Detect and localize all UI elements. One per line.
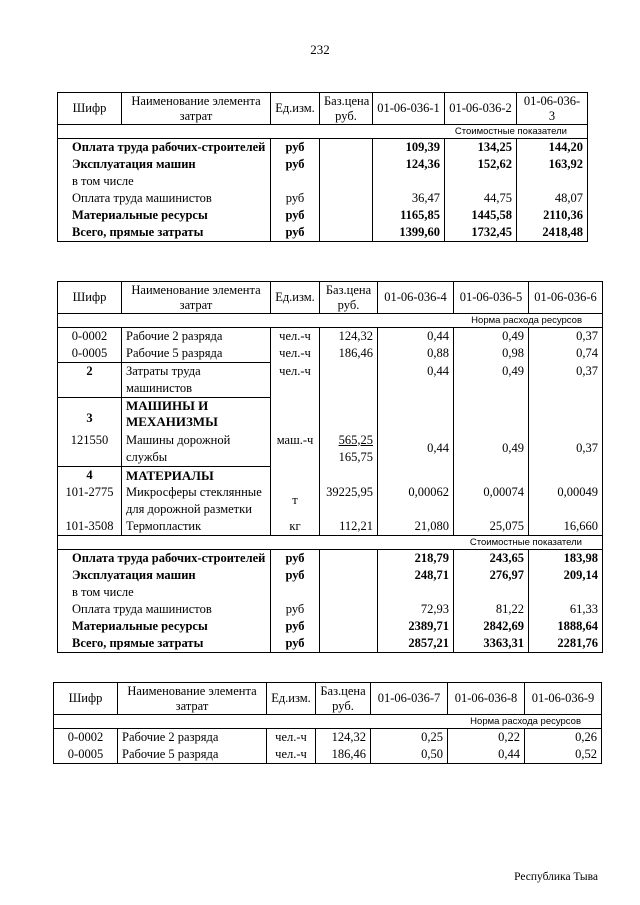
resource-value: 0,52	[525, 746, 602, 764]
header-code: Шифр	[54, 683, 118, 715]
cost-value: 3363,31	[454, 635, 529, 653]
header-name: Наименование элемента затрат	[118, 683, 267, 715]
cost-unit	[271, 173, 320, 190]
resource-code: 0-0002	[54, 729, 118, 747]
resource-unit: чел.-ч	[271, 345, 320, 363]
cost-value: 209,14	[529, 567, 603, 584]
resource-row	[58, 328, 603, 346]
resource-value: 0,74	[529, 345, 603, 363]
cost-label: Всего, прямые затраты	[58, 635, 271, 653]
header-name: Наименование элемента затрат	[122, 93, 271, 125]
cost-value	[445, 173, 517, 190]
cost-value: 72,93	[378, 601, 454, 618]
section-title: МАШИНЫ И МЕХАНИЗМЫ	[122, 398, 271, 432]
cost-value: 1399,60	[373, 224, 445, 242]
cost-label: Эксплуатация машин	[58, 156, 271, 173]
cost-row	[58, 635, 603, 653]
cost-rows	[58, 139, 588, 242]
resource-value: 16,660	[529, 518, 603, 536]
cost-value	[373, 173, 445, 190]
estimate-table-3	[53, 682, 602, 764]
cost-row	[58, 549, 603, 567]
cost-value: 2281,76	[529, 635, 603, 653]
resource-code: 101-3508	[58, 518, 122, 536]
cost-price	[320, 173, 373, 190]
header-col-1: 01-06-036-1	[373, 93, 445, 125]
cost-price	[320, 139, 373, 157]
header-unit: Ед.изм.	[271, 93, 320, 125]
header-col-7: 01-06-036-7	[371, 683, 448, 715]
cost-label: в том числе	[58, 173, 271, 190]
resource-price: 124,32	[316, 729, 371, 747]
header-col-3: 01-06-036-3	[517, 93, 588, 125]
cost-unit	[271, 584, 320, 601]
header-price: Баз.цена руб.	[316, 683, 371, 715]
cost-row	[58, 584, 603, 601]
resource-value: 0,50	[371, 746, 448, 764]
section-code: 3	[58, 398, 122, 432]
cost-row	[58, 139, 588, 157]
cost-price	[320, 584, 378, 601]
resource-code: 0-0002	[58, 328, 122, 346]
resource-price: 186,46	[320, 345, 378, 363]
cost-value: 134,25	[445, 139, 517, 157]
resource-row	[58, 518, 603, 536]
cost-value: 144,20	[517, 139, 588, 157]
cost-label: Материальные ресурсы	[58, 618, 271, 635]
cost-unit: руб	[271, 618, 320, 635]
resource-value: 0,44	[378, 432, 454, 467]
cost-value	[378, 584, 454, 601]
resource-code: 0-0005	[58, 345, 122, 363]
header-unit: Ед.изм.	[271, 282, 320, 314]
resource-unit: чел.-ч	[271, 363, 320, 398]
resource-code: 0-0005	[54, 746, 118, 764]
resource-value: 0,44	[448, 746, 525, 764]
cost-unit: руб	[271, 567, 320, 584]
cost-label: Оплата труда машинистов	[58, 190, 271, 207]
resource-name: Рабочие 5 разряда	[118, 746, 267, 764]
region-footer: Республика Тыва	[514, 871, 598, 883]
header-col-9: 01-06-036-9	[525, 683, 602, 715]
cost-unit: руб	[271, 139, 320, 157]
cost-value: 44,75	[445, 190, 517, 207]
header-col-6: 01-06-036-6	[529, 282, 603, 314]
resource-unit: маш.-ч	[271, 432, 320, 467]
cost-price	[320, 156, 373, 173]
resource-unit: чел.-ч	[267, 729, 316, 747]
resource-row	[58, 484, 603, 518]
resource-price: 39225,95	[320, 484, 378, 518]
cost-unit: руб	[271, 190, 320, 207]
header-price: Баз.цена руб.	[320, 282, 378, 314]
price-value: 565,25	[338, 432, 373, 447]
cost-value: 152,62	[445, 156, 517, 173]
cost-value: 163,92	[517, 156, 588, 173]
resource-unit: кг	[271, 518, 320, 536]
resource-unit: чел.-ч	[271, 328, 320, 346]
header-code: Шифр	[58, 93, 122, 125]
resource-value: 21,080	[378, 518, 454, 536]
cost-label: Материальные ресурсы	[58, 207, 271, 224]
cost-unit: руб	[271, 601, 320, 618]
cost-value: 1888,64	[529, 618, 603, 635]
cost-value: 2857,21	[378, 635, 454, 653]
resource-value: 0,00074	[454, 484, 529, 518]
cost-price	[320, 224, 373, 242]
resource-name: Рабочие 2 разряда	[122, 328, 271, 346]
cost-row	[58, 173, 588, 190]
cost-price	[320, 190, 373, 207]
cost-value: 48,07	[517, 190, 588, 207]
cost-value: 183,98	[529, 549, 603, 567]
resource-value: 0,22	[448, 729, 525, 747]
resource-code: 101-2775	[58, 484, 122, 518]
cost-price	[320, 601, 378, 618]
resource-price: 112,21	[320, 518, 378, 536]
cost-row	[58, 601, 603, 618]
cost-value: 2389,71	[378, 618, 454, 635]
cost-value: 243,65	[454, 549, 529, 567]
cost-value: 2842,69	[454, 618, 529, 635]
cost-label: Оплата труда рабочих-строителей	[58, 139, 271, 157]
cost-value: 124,36	[373, 156, 445, 173]
cost-label: в том числе	[58, 584, 271, 601]
page-number: 232	[310, 42, 330, 57]
cost-value	[529, 584, 603, 601]
resource-value: 0,26	[525, 729, 602, 747]
resource-value: 0,37	[529, 328, 603, 346]
cost-value: 81,22	[454, 601, 529, 618]
cost-label: Эксплуатация машин	[58, 567, 271, 584]
header-col-2: 01-06-036-2	[445, 93, 517, 125]
header-code: Шифр	[58, 282, 122, 314]
cost-subheader: Стоимостные показатели	[58, 535, 603, 549]
resource-row	[54, 729, 602, 747]
cost-value: 36,47	[373, 190, 445, 207]
cost-label: Оплата труда рабочих-строителей	[58, 549, 271, 567]
resource-value: 0,44	[378, 363, 454, 398]
cost-value: 276,97	[454, 567, 529, 584]
price-value: 165,75	[338, 449, 373, 464]
header-col-4: 01-06-036-4	[378, 282, 454, 314]
cost-unit: руб	[271, 224, 320, 242]
cost-price	[320, 549, 378, 567]
resource-value: 0,00062	[378, 484, 454, 518]
resource-value: 0,44	[378, 328, 454, 346]
resource-row	[54, 746, 602, 764]
cost-unit: руб	[271, 207, 320, 224]
cost-label: Оплата труда машинистов	[58, 601, 271, 618]
resource-name: Рабочие 5 разряда	[122, 345, 271, 363]
resource-row	[58, 345, 603, 363]
resource-code: 121550	[58, 432, 122, 467]
cost-row	[58, 567, 603, 584]
resource-value: 0,88	[378, 345, 454, 363]
section-title: МАТЕРИАЛЫ	[122, 466, 271, 484]
header-col-5: 01-06-036-5	[454, 282, 529, 314]
resource-price: 186,46	[316, 746, 371, 764]
section-header	[58, 466, 603, 484]
resource-price: 124,32	[320, 328, 378, 346]
cost-subheader: Стоимостные показатели	[58, 125, 588, 139]
cost-price	[320, 567, 378, 584]
resource-value: 0,49	[454, 363, 529, 398]
header-name: Наименование элемента затрат	[122, 282, 271, 314]
cost-value: 109,39	[373, 139, 445, 157]
resource-value: 0,00049	[529, 484, 603, 518]
cost-value	[454, 584, 529, 601]
resource-price	[320, 432, 378, 467]
resource-name: Микросферы стеклянные для дорожной разметки	[122, 484, 271, 518]
cost-value: 2110,36	[517, 207, 588, 224]
cost-value: 1445,58	[445, 207, 517, 224]
cost-value: 248,71	[378, 567, 454, 584]
header-unit: Ед.изм.	[267, 683, 316, 715]
cost-unit: руб	[271, 549, 320, 567]
cost-value	[517, 173, 588, 190]
cost-label: Всего, прямые затраты	[58, 224, 271, 242]
header-col-8: 01-06-036-8	[448, 683, 525, 715]
cost-value: 1165,85	[373, 207, 445, 224]
cost-unit: руб	[271, 156, 320, 173]
norm-subheader: Норма расхода ресурсов	[58, 314, 603, 328]
cost-value: 1732,45	[445, 224, 517, 242]
cost-value: 61,33	[529, 601, 603, 618]
resource-unit: чел.-ч	[267, 746, 316, 764]
resource-value: 25,075	[454, 518, 529, 536]
cost-unit: руб	[271, 635, 320, 653]
cost-price	[320, 618, 378, 635]
resource-value: 0,25	[371, 729, 448, 747]
section-header	[58, 398, 603, 432]
labor-row	[58, 363, 603, 398]
resource-code: 2	[58, 363, 122, 398]
resource-name: Машины дорожной службы	[122, 432, 271, 467]
cost-price	[320, 635, 378, 653]
resource-name: Рабочие 2 разряда	[118, 729, 267, 747]
norm-subheader: Норма расхода ресурсов	[54, 715, 602, 729]
cost-row	[58, 156, 588, 173]
cost-row	[58, 224, 588, 242]
section-code: 4	[58, 466, 122, 484]
resource-name: Термопластик	[122, 518, 271, 536]
resource-unit: т	[271, 484, 320, 518]
resource-value: 0,98	[454, 345, 529, 363]
estimate-table-2	[57, 281, 603, 653]
cost-value: 218,79	[378, 549, 454, 567]
cost-rows	[58, 549, 603, 652]
resource-name: Затраты труда машинистов	[122, 363, 271, 398]
header-price: Баз.цена руб.	[320, 93, 373, 125]
cost-row	[58, 190, 588, 207]
resource-value: 0,37	[529, 432, 603, 467]
resource-value: 0,49	[454, 328, 529, 346]
resource-row	[58, 432, 603, 467]
cost-price	[320, 207, 373, 224]
cost-value: 2418,48	[517, 224, 588, 242]
cost-row	[58, 618, 603, 635]
resource-value: 0,49	[454, 432, 529, 467]
resource-value: 0,37	[529, 363, 603, 398]
estimate-table-1	[57, 92, 588, 242]
cost-row	[58, 207, 588, 224]
